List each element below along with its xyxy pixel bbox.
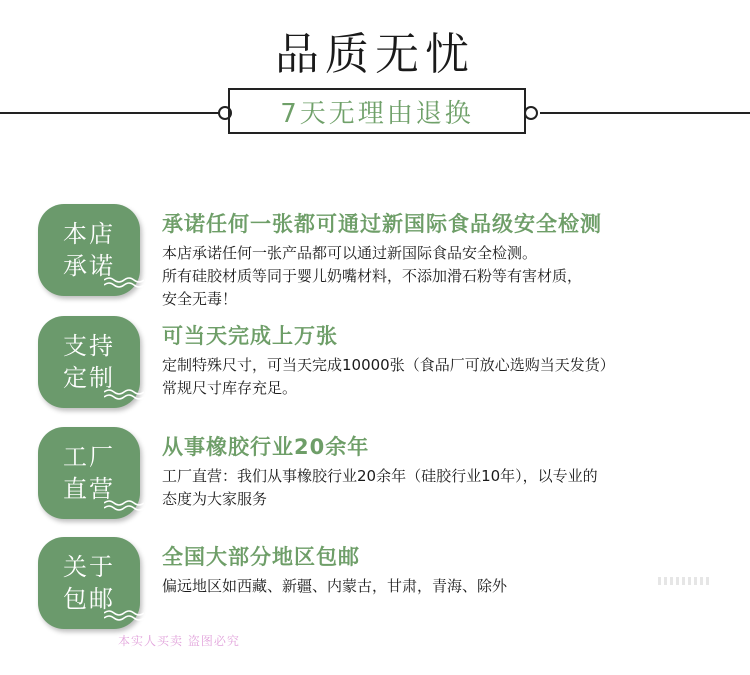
faint-watermark-mark	[658, 577, 710, 585]
description-line: 安全无毒！	[162, 290, 238, 308]
badge-line: 承诺	[63, 252, 115, 280]
badge-line: 关于	[63, 553, 115, 581]
description-line: 态度为大家服务	[162, 490, 268, 508]
badge-line: 本店	[63, 220, 115, 248]
subtitle-text: 7天无理由退换	[280, 98, 474, 129]
badge-line: 直营	[63, 475, 115, 503]
watermark-text: 本实人买卖 盗图必究	[118, 634, 240, 648]
wave-decoration-icon	[104, 388, 144, 400]
divider-left	[0, 112, 220, 114]
divider-right	[540, 112, 750, 114]
feature-description	[162, 354, 732, 400]
feature-block-shipping	[0, 537, 750, 637]
feature-heading: 可当天完成上万张	[162, 324, 338, 348]
badge-line: 支持	[63, 332, 115, 360]
feature-block-factory	[0, 427, 750, 527]
description-line: 工厂直营：我们从事橡胶行业20余年（硅胶行业10年），以专业的	[162, 467, 598, 485]
feature-description	[162, 575, 732, 598]
feature-heading: 全国大部分地区包邮	[162, 545, 360, 569]
feature-block-promise	[0, 204, 750, 308]
wave-decoration-icon	[104, 276, 144, 288]
wave-decoration-icon	[104, 499, 144, 511]
feature-block-custom	[0, 316, 750, 416]
description-line: 所有硅胶材质等同于婴儿奶嘴材料，不添加滑石粉等有害材质，	[162, 267, 583, 285]
wave-decoration-icon	[104, 609, 144, 621]
description-line: 定制特殊尺寸，可当天完成10000张（食品厂可放心选购当天发货）	[162, 356, 615, 374]
feature-heading: 从事橡胶行业20余年	[162, 435, 370, 459]
description-line: 常规尺寸库存充足。	[162, 379, 298, 397]
subtitle-banner	[228, 88, 526, 134]
badge-line: 工厂	[63, 443, 115, 471]
divider-ring-right-icon	[524, 106, 538, 120]
feature-description	[162, 465, 732, 511]
feature-heading: 承诺任何一张都可通过新国际食品级安全检测	[162, 212, 602, 236]
page-title: 品质无忧	[275, 29, 475, 80]
badge-line: 定制	[63, 364, 115, 392]
description-line: 本店承诺任何一张产品都可以通过新国际食品安全检测。	[162, 244, 538, 262]
description-line: 偏远地区如西藏、新疆、内蒙古，甘肃，青海、除外	[162, 577, 508, 595]
feature-description	[162, 242, 732, 311]
badge-line: 包邮	[63, 585, 115, 613]
